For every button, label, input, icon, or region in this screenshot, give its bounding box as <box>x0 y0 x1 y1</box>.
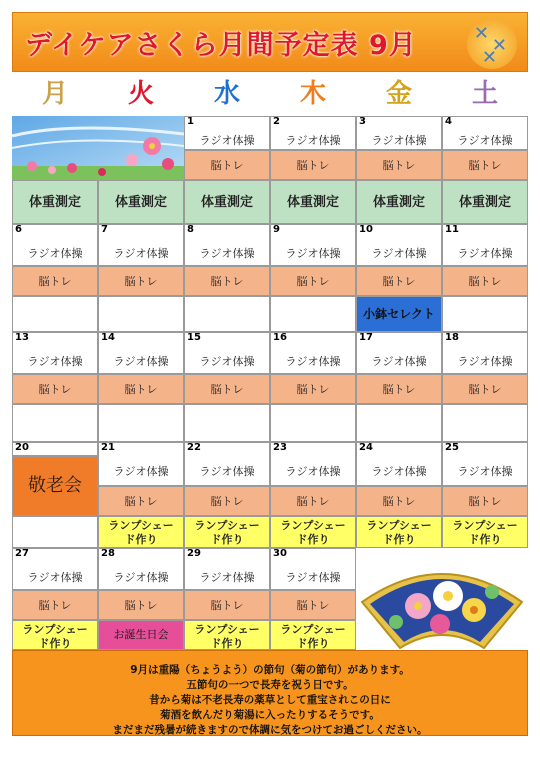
day-cell <box>184 548 270 590</box>
radio-exercise-label: ラジオ体操 <box>371 247 427 260</box>
radio-exercise-label: ラジオ体操 <box>113 465 169 478</box>
day-cell <box>12 548 98 590</box>
lampshade-making-label: ランプシェード作り <box>270 516 356 548</box>
brain-training-label: 脳トレ <box>270 374 356 404</box>
radio-exercise-label: ラジオ体操 <box>27 355 83 368</box>
radio-exercise-label: ラジオ体操 <box>199 355 255 368</box>
day-label-tue: 火 <box>127 79 154 109</box>
day-cell <box>270 332 356 374</box>
day-cell <box>442 116 528 150</box>
weight-measure-label: 体重測定 <box>356 180 442 224</box>
day-label-fri: 金 <box>385 79 412 109</box>
brain-training-label: 脳トレ <box>12 374 98 404</box>
brain-training-label: 脳トレ <box>98 486 184 516</box>
brain-training-label: 脳トレ <box>442 374 528 404</box>
radio-exercise-label: ラジオ体操 <box>199 571 255 584</box>
date-number: 9 <box>273 224 280 235</box>
radio-exercise-label: ラジオ体操 <box>199 247 255 260</box>
brain-training-label: 脳トレ <box>184 374 270 404</box>
day-cell <box>356 116 442 150</box>
radio-exercise-label: ラジオ体操 <box>113 247 169 260</box>
brain-training-label: 脳トレ <box>356 150 442 180</box>
date-number: 23 <box>273 442 287 453</box>
brain-training-label: 脳トレ <box>356 266 442 296</box>
lampshade-making-label: ランプシェード作り <box>184 516 270 548</box>
day-cell <box>270 116 356 150</box>
date-number: 8 <box>187 224 194 235</box>
birthday-party-label: お誕生日会 <box>98 620 184 650</box>
day-cell <box>12 442 98 456</box>
brain-training-label: 脳トレ <box>12 590 98 620</box>
date-number: 10 <box>359 224 373 235</box>
day-cell <box>442 224 528 266</box>
lampshade-making-label: ランプシェード作り <box>442 516 528 548</box>
date-number: 7 <box>101 224 108 235</box>
date-number: 1 <box>187 116 194 127</box>
cosmos-flower-illustration <box>12 116 184 180</box>
date-number: 4 <box>445 116 452 127</box>
radio-exercise-label: ラジオ体操 <box>457 465 513 478</box>
radio-exercise-label: ラジオ体操 <box>27 247 83 260</box>
dragonfly-icon: ✕ <box>473 23 489 44</box>
radio-exercise-label: ラジオ体操 <box>371 355 427 368</box>
weight-measure-label: 体重測定 <box>442 180 528 224</box>
day-cell <box>184 332 270 374</box>
brain-training-label: 脳トレ <box>270 150 356 180</box>
brain-training-label: 脳トレ <box>184 486 270 516</box>
day-cell <box>184 442 270 486</box>
page-title: デイケアさくら月間予定表 9月 <box>25 30 417 61</box>
day-cell <box>98 332 184 374</box>
date-number: 27 <box>15 548 29 559</box>
date-number: 11 <box>445 224 459 235</box>
date-number: 2 <box>273 116 280 127</box>
day-cell <box>184 116 270 150</box>
brain-training-label: 脳トレ <box>442 150 528 180</box>
brain-training-label: 脳トレ <box>184 266 270 296</box>
chrysanthemum-fan-illustration <box>356 552 528 650</box>
brain-training-label: 脳トレ <box>270 266 356 296</box>
schedule-sheet <box>12 12 528 736</box>
weight-measure-label: 体重測定 <box>184 180 270 224</box>
small-dish-select-label: 小鉢セレクト <box>356 296 442 332</box>
radio-exercise-label: ラジオ体操 <box>285 465 341 478</box>
day-cell <box>184 224 270 266</box>
empty-cell <box>98 404 184 442</box>
brain-training-label: 脳トレ <box>356 486 442 516</box>
date-number: 16 <box>273 332 287 343</box>
empty-cell <box>184 404 270 442</box>
date-number: 30 <box>273 548 287 559</box>
radio-exercise-label: ラジオ体操 <box>285 134 341 147</box>
day-cell <box>12 224 98 266</box>
day-label-sat: 土 <box>471 79 498 109</box>
radio-exercise-label: ラジオ体操 <box>285 355 341 368</box>
day-label-wed: 水 <box>213 79 240 109</box>
date-number: 20 <box>15 442 29 453</box>
footer-notice <box>12 650 528 736</box>
brain-training-label: 脳トレ <box>98 266 184 296</box>
day-cell <box>356 332 442 374</box>
day-cell <box>98 548 184 590</box>
empty-cell <box>442 404 528 442</box>
lampshade-making-label: ランプシェード作り <box>270 620 356 650</box>
brain-training-label: 脳トレ <box>98 590 184 620</box>
day-cell <box>442 332 528 374</box>
date-number: 24 <box>359 442 373 453</box>
day-cell <box>270 442 356 486</box>
footer-line: 五節句の一つで長寿を祝う日です。 <box>186 679 354 691</box>
brain-training-label: 脳トレ <box>98 374 184 404</box>
radio-exercise-label: ラジオ体操 <box>371 134 427 147</box>
radio-exercise-label: ラジオ体操 <box>199 465 255 478</box>
empty-cell <box>356 404 442 442</box>
respect-for-aged-event: 敬老会 <box>12 456 98 516</box>
radio-exercise-label: ラジオ体操 <box>457 134 513 147</box>
day-label-thu: 木 <box>299 79 326 109</box>
radio-exercise-label: ラジオ体操 <box>113 355 169 368</box>
radio-exercise-label: ラジオ体操 <box>113 571 169 584</box>
empty-cell <box>270 296 356 332</box>
empty-cell <box>442 296 528 332</box>
date-number: 21 <box>101 442 115 453</box>
radio-exercise-label: ラジオ体操 <box>457 247 513 260</box>
date-number: 15 <box>187 332 201 343</box>
radio-exercise-label: ラジオ体操 <box>285 247 341 260</box>
empty-cell <box>12 516 98 548</box>
date-number: 17 <box>359 332 373 343</box>
date-number: 6 <box>15 224 22 235</box>
brain-training-label: 脳トレ <box>442 486 528 516</box>
weekday-header <box>12 72 528 116</box>
dragonfly-icon: ✕ <box>491 35 507 56</box>
day-cell <box>356 442 442 486</box>
date-number: 25 <box>445 442 459 453</box>
empty-cell <box>270 404 356 442</box>
radio-exercise-label: ラジオ体操 <box>371 465 427 478</box>
empty-cell <box>12 404 98 442</box>
dragonfly-icon: ✕ <box>481 47 497 68</box>
brain-training-label: 脳トレ <box>270 590 356 620</box>
day-cell <box>270 224 356 266</box>
radio-exercise-label: ラジオ体操 <box>27 571 83 584</box>
day-label-mon: 月 <box>41 79 68 109</box>
date-number: 28 <box>101 548 115 559</box>
day-cell <box>98 442 184 486</box>
day-cell <box>356 224 442 266</box>
date-number: 3 <box>359 116 366 127</box>
lampshade-making-label: ランプシェード作り <box>356 516 442 548</box>
weight-measure-label: 体重測定 <box>270 180 356 224</box>
date-number: 13 <box>15 332 29 343</box>
lampshade-making-label: ランプシェード作り <box>12 620 98 650</box>
brain-training-label: 脳トレ <box>12 266 98 296</box>
brain-training-label: 脳トレ <box>356 374 442 404</box>
footer-line: 9月は重陽（ちょうよう）の節句（菊の節句）があります。 <box>130 664 410 676</box>
brain-training-label: 脳トレ <box>184 150 270 180</box>
day-cell <box>442 442 528 486</box>
day-cell <box>270 548 356 590</box>
title-bar <box>12 12 528 72</box>
lampshade-making-label: ランプシェード作り <box>184 620 270 650</box>
weight-measure-label: 体重測定 <box>98 180 184 224</box>
weight-measure-label: 体重測定 <box>12 180 98 224</box>
brain-training-label: 脳トレ <box>442 266 528 296</box>
day-cell <box>98 224 184 266</box>
empty-cell <box>98 296 184 332</box>
footer-line: まだまだ残暑が続きますので体調に気をつけてお過ごしください。 <box>112 724 428 736</box>
lampshade-making-label: ランプシェード作り <box>98 516 184 548</box>
radio-exercise-label: ラジオ体操 <box>457 355 513 368</box>
footer-line: 菊酒を飲んだり菊湯に入ったりするそうです。 <box>160 709 380 721</box>
empty-cell <box>184 296 270 332</box>
brain-training-label: 脳トレ <box>184 590 270 620</box>
day-cell <box>12 332 98 374</box>
date-number: 22 <box>187 442 201 453</box>
date-number: 14 <box>101 332 115 343</box>
radio-exercise-label: ラジオ体操 <box>199 134 255 147</box>
date-number: 18 <box>445 332 459 343</box>
radio-exercise-label: ラジオ体操 <box>285 571 341 584</box>
brain-training-label: 脳トレ <box>270 486 356 516</box>
footer-line: 昔から菊は不老長寿の薬草として重宝されこの日に <box>149 694 391 706</box>
date-number: 29 <box>187 548 201 559</box>
empty-cell <box>12 296 98 332</box>
